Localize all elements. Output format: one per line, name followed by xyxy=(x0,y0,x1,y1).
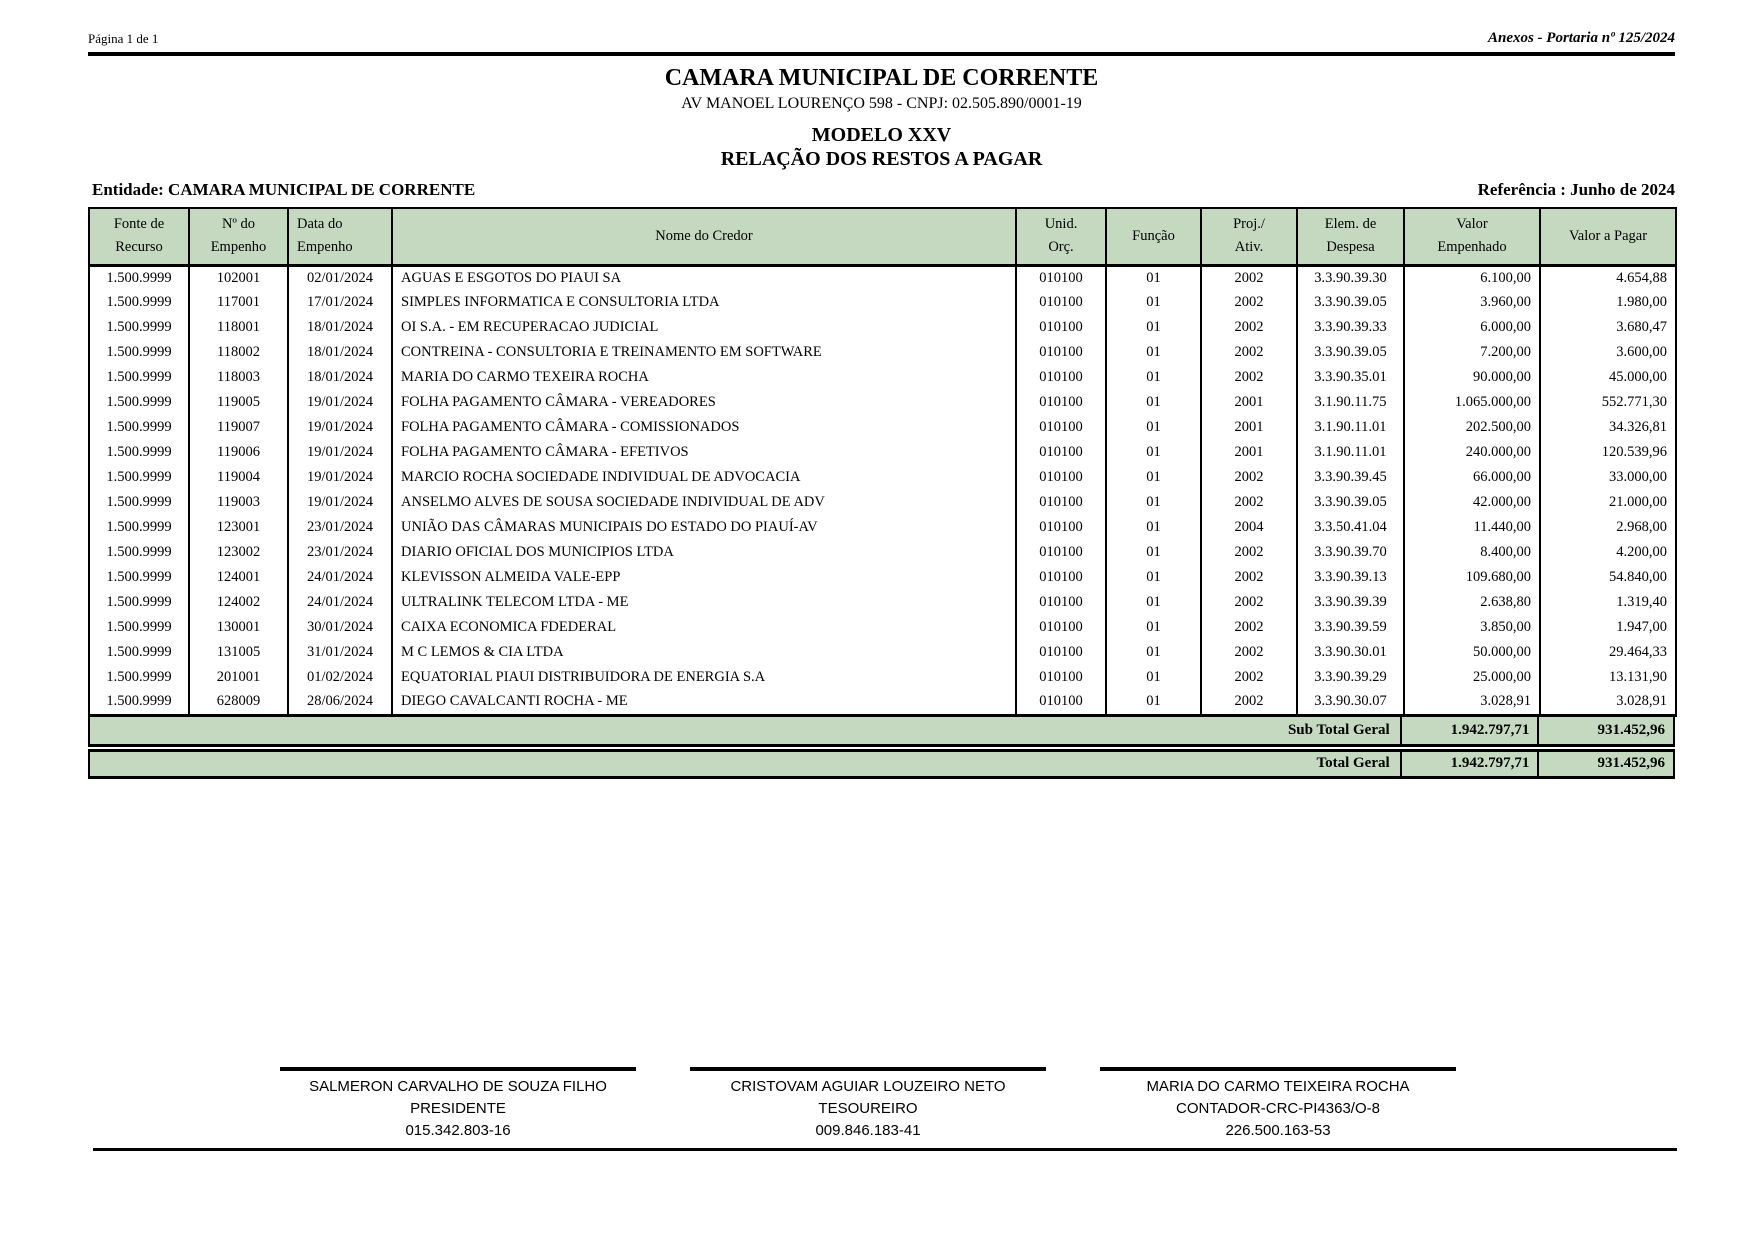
signature-name: CRISTOVAM AGUIAR LOUZEIRO NETO xyxy=(730,1077,1006,1095)
cell-valor-a-pagar: 1.980,00 xyxy=(1540,290,1676,315)
cell-nome-credor: KLEVISSON ALMEIDA VALE-EPP xyxy=(392,565,1016,590)
cell-fonte-recurso: 1.500.9999 xyxy=(106,644,172,660)
cell-valor-a-pagar: 120.539,96 xyxy=(1540,440,1676,465)
cell-valor-empenhado: 6.000,00 xyxy=(1404,315,1540,340)
cell-numero-empenho: 118003 xyxy=(189,365,288,390)
cell-nome-credor: AGUAS E ESGOTOS DO PIAUI SA xyxy=(392,265,1016,290)
model-title: MODELO XXV xyxy=(811,124,952,146)
signature-line xyxy=(280,1067,636,1071)
cell-valor-a-pagar: 29.464,33 xyxy=(1540,640,1676,665)
cell-numero-empenho: 201001 xyxy=(189,665,288,690)
cell-fonte-recurso: 1.500.9999 xyxy=(106,344,172,360)
signature-role: PRESIDENTE xyxy=(410,1099,506,1117)
cell-projeto-atividade: 2002 xyxy=(1201,540,1297,565)
cell-projeto-atividade: 2002 xyxy=(1201,265,1297,290)
cell-fonte-recurso: 1.500.9999 xyxy=(106,319,172,335)
cell-valor-empenhado: 3.960,00 xyxy=(1404,290,1540,315)
cell-valor-empenhado: 202.500,00 xyxy=(1404,415,1540,440)
column-header: Elem. de Despesa xyxy=(1297,208,1404,265)
cell-data-empenho: 30/01/2024 xyxy=(288,615,392,640)
cell-valor-a-pagar: 1.947,00 xyxy=(1540,615,1676,640)
total-label: Total Geral xyxy=(90,752,1402,776)
cell-fonte-recurso: 1.500.9999 xyxy=(106,693,172,710)
column-header: Proj./ Ativ. xyxy=(1201,208,1297,265)
column-header: Valor a Pagar xyxy=(1540,208,1676,265)
cell-funcao: 01 xyxy=(1106,340,1201,365)
cell-data-empenho: 18/01/2024 xyxy=(288,315,392,340)
cell-projeto-atividade: 2002 xyxy=(1201,490,1297,515)
total-valor-a-pagar: 931.452,96 xyxy=(1537,752,1673,776)
cell-elemento-despesa: 3.3.90.39.05 xyxy=(1297,340,1404,365)
cell-funcao: 01 xyxy=(1106,315,1201,340)
cell-valor-empenhado: 25.000,00 xyxy=(1404,665,1540,690)
cell-unidade-orcamentaria: 010100 xyxy=(1016,690,1106,715)
cell-funcao: 01 xyxy=(1106,390,1201,415)
cell-data-empenho: 19/01/2024 xyxy=(288,390,392,415)
cell-projeto-atividade: 2002 xyxy=(1201,640,1297,665)
cell-valor-a-pagar: 33.000,00 xyxy=(1540,465,1676,490)
cell-numero-empenho: 130001 xyxy=(189,615,288,640)
cell-valor-empenhado: 2.638,80 xyxy=(1404,590,1540,615)
table-row xyxy=(89,690,1676,715)
table-row xyxy=(89,540,1676,565)
cell-funcao: 01 xyxy=(1106,265,1201,290)
table-row xyxy=(89,640,1676,665)
cell-valor-empenhado: 42.000,00 xyxy=(1404,490,1540,515)
table-row xyxy=(89,565,1676,590)
cell-funcao: 01 xyxy=(1106,640,1201,665)
signature-cpf: 015.342.803-16 xyxy=(405,1121,511,1139)
cell-valor-empenhado: 11.440,00 xyxy=(1404,515,1540,540)
signature-line xyxy=(1100,1067,1456,1071)
cell-valor-empenhado: 1.065.000,00 xyxy=(1404,390,1540,415)
cell-valor-empenhado: 66.000,00 xyxy=(1404,465,1540,490)
cell-nome-credor: MARCIO ROCHA SOCIEDADE INDIVIDUAL DE ADVOCACIA xyxy=(392,465,1016,490)
cell-elemento-despesa: 3.1.90.11.01 xyxy=(1297,440,1404,465)
cell-projeto-atividade: 2002 xyxy=(1201,590,1297,615)
cell-data-empenho: 01/02/2024 xyxy=(288,665,392,690)
cell-funcao: 01 xyxy=(1106,465,1201,490)
cell-unidade-orcamentaria: 010100 xyxy=(1016,540,1106,565)
column-header: Fonte de Recurso xyxy=(89,208,189,265)
cell-fonte-recurso: 1.500.9999 xyxy=(106,519,172,535)
page-number-label: Página 1 de 1 xyxy=(88,31,159,46)
reference-label: Referência : Junho de 2024 xyxy=(1477,180,1675,199)
cell-funcao: 01 xyxy=(1106,565,1201,590)
cell-projeto-atividade: 2002 xyxy=(1201,340,1297,365)
subtotal-valor-a-pagar: 931.452,96 xyxy=(1537,717,1673,744)
signature-cpf: 226.500.163-53 xyxy=(1225,1121,1331,1139)
cell-valor-a-pagar: 34.326,81 xyxy=(1540,415,1676,440)
header-rule xyxy=(88,52,1675,56)
column-header: Valor Empenhado xyxy=(1404,208,1540,265)
cell-numero-empenho: 102001 xyxy=(189,265,288,290)
cell-elemento-despesa: 3.3.90.35.01 xyxy=(1297,365,1404,390)
cell-numero-empenho: 119007 xyxy=(189,415,288,440)
cell-valor-a-pagar: 45.000,00 xyxy=(1540,365,1676,390)
cell-unidade-orcamentaria: 010100 xyxy=(1016,515,1106,540)
annex-portaria-label: Anexos - Portaria nº 125/2024 xyxy=(1487,30,1675,46)
cell-fonte-recurso: 1.500.9999 xyxy=(106,669,172,685)
cell-funcao: 01 xyxy=(1106,440,1201,465)
entity-row xyxy=(88,180,1675,200)
cell-valor-a-pagar: 3.600,00 xyxy=(1540,340,1676,365)
top-bar xyxy=(88,0,1675,47)
cell-elemento-despesa: 3.3.90.30.07 xyxy=(1297,690,1404,715)
cell-projeto-atividade: 2002 xyxy=(1201,365,1297,390)
cell-fonte-recurso: 1.500.9999 xyxy=(106,394,172,410)
cell-funcao: 01 xyxy=(1106,365,1201,390)
cell-unidade-orcamentaria: 010100 xyxy=(1016,290,1106,315)
restos-a-pagar-table xyxy=(88,207,1677,717)
cell-valor-a-pagar: 4.200,00 xyxy=(1540,540,1676,565)
signature-block xyxy=(690,1067,1046,1139)
cell-numero-empenho: 123002 xyxy=(189,540,288,565)
cell-valor-empenhado: 109.680,00 xyxy=(1404,565,1540,590)
cell-elemento-despesa: 3.1.90.11.75 xyxy=(1297,390,1404,415)
cell-unidade-orcamentaria: 010100 xyxy=(1016,615,1106,640)
cell-numero-empenho: 117001 xyxy=(189,290,288,315)
cell-fonte-recurso: 1.500.9999 xyxy=(106,419,172,435)
cell-projeto-atividade: 2002 xyxy=(1201,615,1297,640)
cell-nome-credor: FOLHA PAGAMENTO CÂMARA - VEREADORES xyxy=(392,390,1016,415)
table-row xyxy=(89,515,1676,540)
cell-numero-empenho: 119004 xyxy=(189,465,288,490)
cell-projeto-atividade: 2004 xyxy=(1201,515,1297,540)
cell-nome-credor: SIMPLES INFORMATICA E CONSULTORIA LTDA xyxy=(392,290,1016,315)
cell-unidade-orcamentaria: 010100 xyxy=(1016,640,1106,665)
cell-data-empenho: 24/01/2024 xyxy=(288,590,392,615)
cell-projeto-atividade: 2001 xyxy=(1201,390,1297,415)
table-row xyxy=(89,465,1676,490)
cell-elemento-despesa: 3.3.90.39.70 xyxy=(1297,540,1404,565)
cell-valor-empenhado: 6.100,00 xyxy=(1404,265,1540,290)
cell-fonte-recurso: 1.500.9999 xyxy=(106,544,172,560)
cell-funcao: 01 xyxy=(1106,540,1201,565)
cell-unidade-orcamentaria: 010100 xyxy=(1016,340,1106,365)
entity-label: Entidade: CAMARA MUNICIPAL DE CORRENTE xyxy=(92,180,476,199)
cell-fonte-recurso: 1.500.9999 xyxy=(106,594,172,610)
cell-data-empenho: 02/01/2024 xyxy=(288,265,392,290)
cell-unidade-orcamentaria: 010100 xyxy=(1016,415,1106,440)
table-row xyxy=(89,440,1676,465)
cell-fonte-recurso: 1.500.9999 xyxy=(106,269,172,286)
cell-numero-empenho: 118001 xyxy=(189,315,288,340)
cell-numero-empenho: 123001 xyxy=(189,515,288,540)
cell-unidade-orcamentaria: 010100 xyxy=(1016,665,1106,690)
cell-nome-credor: OI S.A. - EM RECUPERACAO JUDICIAL xyxy=(392,315,1016,340)
cell-fonte-recurso: 1.500.9999 xyxy=(106,444,172,460)
cell-fonte-recurso: 1.500.9999 xyxy=(106,369,172,385)
cell-projeto-atividade: 2002 xyxy=(1201,665,1297,690)
cell-funcao: 01 xyxy=(1106,490,1201,515)
cell-funcao: 01 xyxy=(1106,690,1201,715)
table-row xyxy=(89,615,1676,640)
cell-numero-empenho: 124001 xyxy=(189,565,288,590)
cell-elemento-despesa: 3.3.50.41.04 xyxy=(1297,515,1404,540)
cell-projeto-atividade: 2002 xyxy=(1201,315,1297,340)
cell-data-empenho: 18/01/2024 xyxy=(288,340,392,365)
table-row xyxy=(89,590,1676,615)
cell-data-empenho: 23/01/2024 xyxy=(288,515,392,540)
cell-unidade-orcamentaria: 010100 xyxy=(1016,490,1106,515)
cell-valor-empenhado: 3.028,91 xyxy=(1404,690,1540,715)
cell-unidade-orcamentaria: 010100 xyxy=(1016,590,1106,615)
report-title: RELAÇÃO DOS RESTOS A PAGAR xyxy=(720,148,1043,170)
cell-valor-a-pagar: 13.131,90 xyxy=(1540,665,1676,690)
cell-projeto-atividade: 2002 xyxy=(1201,690,1297,715)
cell-data-empenho: 19/01/2024 xyxy=(288,465,392,490)
cell-valor-empenhado: 3.850,00 xyxy=(1404,615,1540,640)
cell-unidade-orcamentaria: 010100 xyxy=(1016,315,1106,340)
cell-valor-empenhado: 7.200,00 xyxy=(1404,340,1540,365)
cell-valor-a-pagar: 3.028,91 xyxy=(1540,690,1676,715)
cell-projeto-atividade: 2002 xyxy=(1201,565,1297,590)
column-header: Nº do Empenho xyxy=(189,208,288,265)
table-body xyxy=(89,265,1676,715)
table-header-row xyxy=(89,208,1676,265)
cell-valor-a-pagar: 3.680,47 xyxy=(1540,315,1676,340)
cell-valor-a-pagar: 21.000,00 xyxy=(1540,490,1676,515)
cell-valor-a-pagar: 54.840,00 xyxy=(1540,565,1676,590)
cell-funcao: 01 xyxy=(1106,665,1201,690)
table-row xyxy=(89,315,1676,340)
cell-nome-credor: CAIXA ECONOMICA FDEDERAL xyxy=(392,615,1016,640)
cell-numero-empenho: 124002 xyxy=(189,590,288,615)
column-header: Nome do Credor xyxy=(392,208,1016,265)
column-header: Unid. Orç. xyxy=(1016,208,1106,265)
cell-valor-empenhado: 240.000,00 xyxy=(1404,440,1540,465)
cell-numero-empenho: 119003 xyxy=(189,490,288,515)
cell-elemento-despesa: 3.3.90.39.39 xyxy=(1297,590,1404,615)
cell-nome-credor: DIEGO CAVALCANTI ROCHA - ME xyxy=(392,690,1016,715)
cell-funcao: 01 xyxy=(1106,515,1201,540)
cell-numero-empenho: 118002 xyxy=(189,340,288,365)
signature-cpf: 009.846.183-41 xyxy=(815,1121,921,1139)
total-valor-empenhado: 1.942.797,71 xyxy=(1450,755,1530,771)
cell-elemento-despesa: 3.3.90.39.33 xyxy=(1297,315,1404,340)
cell-fonte-recurso: 1.500.9999 xyxy=(106,494,172,510)
cell-elemento-despesa: 3.3.90.39.05 xyxy=(1297,490,1404,515)
cell-fonte-recurso: 1.500.9999 xyxy=(106,469,172,485)
cell-funcao: 01 xyxy=(1106,615,1201,640)
cell-funcao: 01 xyxy=(1106,290,1201,315)
cell-numero-empenho: 119005 xyxy=(189,390,288,415)
cell-projeto-atividade: 2002 xyxy=(1201,290,1297,315)
cell-funcao: 01 xyxy=(1106,415,1201,440)
cell-data-empenho: 24/01/2024 xyxy=(288,565,392,590)
cell-nome-credor: M C LEMOS & CIA LTDA xyxy=(392,640,1016,665)
cell-valor-empenhado: 90.000,00 xyxy=(1404,365,1540,390)
signature-role: CONTADOR-CRC-PI4363/O-8 xyxy=(1176,1099,1380,1117)
subtotal-row xyxy=(88,717,1675,747)
cell-nome-credor: MARIA DO CARMO TEXEIRA ROCHA xyxy=(392,365,1016,390)
cell-valor-empenhado: 50.000,00 xyxy=(1404,640,1540,665)
total-row xyxy=(88,749,1675,779)
cell-unidade-orcamentaria: 010100 xyxy=(1016,565,1106,590)
cell-unidade-orcamentaria: 010100 xyxy=(1016,365,1106,390)
cell-valor-a-pagar: 552.771,30 xyxy=(1540,390,1676,415)
cell-valor-a-pagar: 2.968,00 xyxy=(1540,515,1676,540)
signature-role: TESOUREIRO xyxy=(818,1099,918,1117)
cell-elemento-despesa: 3.3.90.39.59 xyxy=(1297,615,1404,640)
cell-funcao: 01 xyxy=(1106,590,1201,615)
cell-nome-credor: ULTRALINK TELECOM LTDA - ME xyxy=(392,590,1016,615)
table-row xyxy=(89,265,1676,290)
cell-nome-credor: CONTREINA - CONSULTORIA E TREINAMENTO EM SOFTWARE xyxy=(392,340,1016,365)
cell-unidade-orcamentaria: 010100 xyxy=(1016,465,1106,490)
table-row xyxy=(89,340,1676,365)
cell-fonte-recurso: 1.500.9999 xyxy=(106,619,172,635)
cell-fonte-recurso: 1.500.9999 xyxy=(106,294,172,310)
cell-nome-credor: UNIÃO DAS CÂMARAS MUNICIPAIS DO ESTADO DO PIAUÍ-AV xyxy=(392,515,1016,540)
cell-valor-empenhado: 8.400,00 xyxy=(1404,540,1540,565)
column-header: Função xyxy=(1106,208,1201,265)
table-row xyxy=(89,490,1676,515)
signature-name: SALMERON CARVALHO DE SOUZA FILHO xyxy=(309,1077,607,1095)
cell-unidade-orcamentaria: 010100 xyxy=(1016,440,1106,465)
cell-data-empenho: 18/01/2024 xyxy=(288,365,392,390)
cell-data-empenho: 19/01/2024 xyxy=(288,440,392,465)
table-row xyxy=(89,365,1676,390)
cell-elemento-despesa: 3.3.90.39.30 xyxy=(1297,265,1404,290)
cell-numero-empenho: 119006 xyxy=(189,440,288,465)
cell-data-empenho: 19/01/2024 xyxy=(288,490,392,515)
cell-nome-credor: ANSELMO ALVES DE SOUSA SOCIEDADE INDIVIDUAL DE ADV xyxy=(392,490,1016,515)
table-row xyxy=(89,665,1676,690)
title-block xyxy=(88,65,1675,171)
cell-projeto-atividade: 2002 xyxy=(1201,465,1297,490)
cell-elemento-despesa: 3.3.90.39.05 xyxy=(1297,290,1404,315)
org-name: CAMARA MUNICIPAL DE CORRENTE xyxy=(664,65,1099,91)
cell-data-empenho: 28/06/2024 xyxy=(288,690,392,715)
cell-nome-credor: DIARIO OFICIAL DOS MUNICIPIOS LTDA xyxy=(392,540,1016,565)
footer-rule xyxy=(93,1148,1677,1151)
cell-valor-a-pagar: 1.319,40 xyxy=(1540,590,1676,615)
cell-elemento-despesa: 3.3.90.39.45 xyxy=(1297,465,1404,490)
cell-elemento-despesa: 3.3.90.39.29 xyxy=(1297,665,1404,690)
cell-nome-credor: EQUATORIAL PIAUI DISTRIBUIDORA DE ENERGIA S.A xyxy=(392,665,1016,690)
cell-valor-a-pagar: 4.654,88 xyxy=(1540,265,1676,290)
cell-data-empenho: 31/01/2024 xyxy=(288,640,392,665)
table-row xyxy=(89,390,1676,415)
subtotal-valor-empenhado: 1.942.797,71 xyxy=(1450,721,1530,738)
signatures-section xyxy=(88,1067,1675,1139)
cell-fonte-recurso: 1.500.9999 xyxy=(106,569,172,585)
cell-elemento-despesa: 3.3.90.39.13 xyxy=(1297,565,1404,590)
cell-elemento-despesa: 3.3.90.30.01 xyxy=(1297,640,1404,665)
cell-data-empenho: 17/01/2024 xyxy=(288,290,392,315)
signature-block xyxy=(1100,1067,1456,1139)
cell-data-empenho: 19/01/2024 xyxy=(288,415,392,440)
cell-nome-credor: FOLHA PAGAMENTO CÂMARA - EFETIVOS xyxy=(392,440,1016,465)
cell-projeto-atividade: 2001 xyxy=(1201,440,1297,465)
signature-block xyxy=(280,1067,636,1139)
cell-nome-credor: FOLHA PAGAMENTO CÂMARA - COMISSIONADOS xyxy=(392,415,1016,440)
signature-name: MARIA DO CARMO TEIXEIRA ROCHA xyxy=(1146,1077,1410,1095)
cell-projeto-atividade: 2001 xyxy=(1201,415,1297,440)
cell-numero-empenho: 628009 xyxy=(189,690,288,715)
table-row xyxy=(89,415,1676,440)
signature-line xyxy=(690,1067,1046,1071)
table-row xyxy=(89,290,1676,315)
cell-data-empenho: 23/01/2024 xyxy=(288,540,392,565)
subtotal-label: Sub Total Geral xyxy=(90,717,1402,744)
cell-elemento-despesa: 3.1.90.11.01 xyxy=(1297,415,1404,440)
cell-unidade-orcamentaria: 010100 xyxy=(1016,390,1106,415)
cell-unidade-orcamentaria: 010100 xyxy=(1016,265,1106,290)
column-header: Data do Empenho xyxy=(288,208,392,265)
address-cnpj-line: AV MANOEL LOURENÇO 598 - CNPJ: 02.505.890/0001-19 xyxy=(681,95,1082,112)
cell-numero-empenho: 131005 xyxy=(189,640,288,665)
